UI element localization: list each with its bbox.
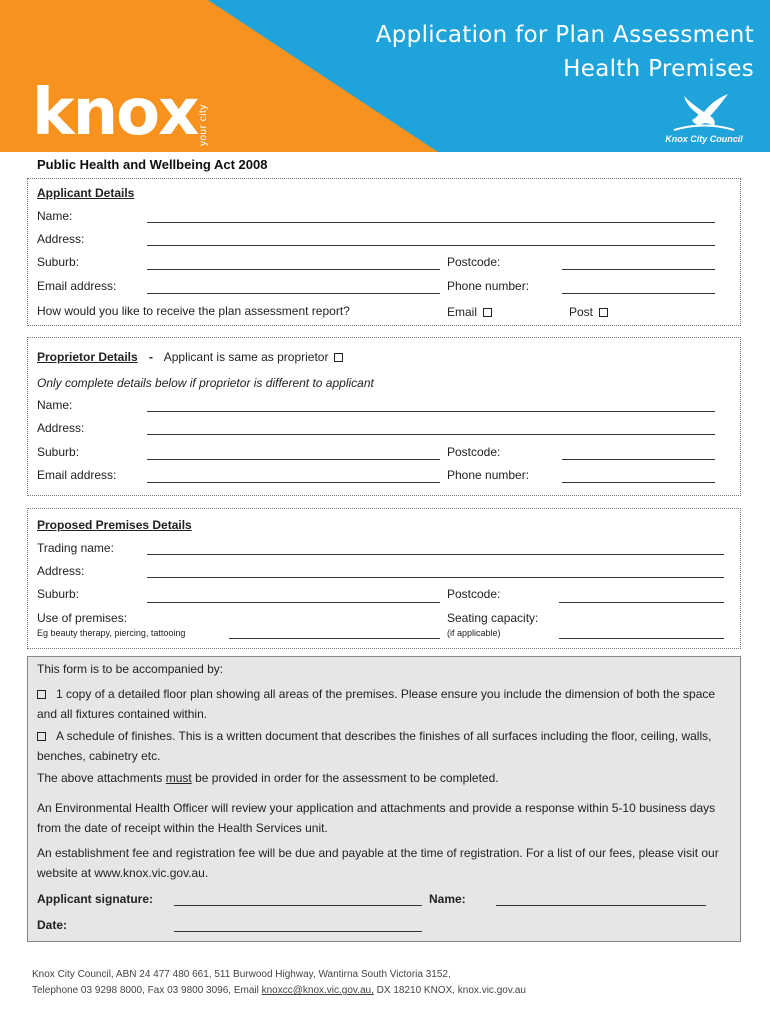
receive-post-label: Post [569, 305, 594, 319]
applicant-heading: Applicant Details [37, 186, 135, 200]
council-logo [664, 90, 744, 146]
premises-postcode-field[interactable] [559, 602, 724, 603]
proprietor-phone-field[interactable] [562, 482, 715, 483]
receive-email-label: Email [447, 305, 478, 319]
bird-icon [664, 90, 744, 134]
proprietor-phone-label: Phone number: [447, 468, 530, 482]
proprietor-note: Only complete details below if proprietor is different to applicant [37, 376, 374, 390]
applicant-suburb-field[interactable] [147, 269, 440, 270]
floor-plan-text: 1 copy of a detailed floor plan showing all areas of the premises. Please ensure you include the dimension of both the space and all fixtures contained within. [37, 687, 716, 721]
use-of-premises-field[interactable] [229, 638, 440, 639]
footer-email-link[interactable]: knoxcc@knox.vic.gov.au, [261, 985, 374, 996]
receive-post-checkbox[interactable] [599, 308, 608, 317]
premises-heading: Proposed Premises Details [37, 518, 192, 532]
trading-name-field[interactable] [147, 554, 724, 555]
seating-capacity-field[interactable] [559, 638, 724, 639]
header-banner [0, 0, 770, 152]
receive-email-checkbox[interactable] [483, 308, 492, 317]
act-title: Public Health and Wellbeing Act 2008 [37, 157, 268, 172]
attachments-note-must: must [165, 771, 192, 785]
date-field[interactable] [174, 931, 422, 932]
accompanied-text: This form is to be accompanied by: [37, 662, 224, 676]
proprietor-email-field[interactable] [147, 482, 440, 483]
signature-label: Applicant signature: [37, 892, 154, 906]
knox-logo: knox [32, 76, 198, 150]
proprietor-dash: - [149, 350, 154, 364]
applicant-name-field[interactable] [147, 222, 715, 223]
applicant-phone-label: Phone number: [447, 279, 530, 293]
form-title [376, 18, 754, 86]
applicant-email-label: Email address: [37, 279, 117, 293]
trading-name-label: Trading name: [37, 541, 114, 555]
receive-question: How would you like to receive the plan assessment report? [37, 304, 350, 318]
premises-address-field[interactable] [147, 577, 724, 578]
same-as-proprietor-label: Applicant is same as proprietor [163, 350, 329, 364]
proprietor-suburb-field[interactable] [147, 459, 440, 460]
signature-field[interactable] [174, 905, 422, 906]
requirement-floor-plan [37, 684, 727, 724]
proprietor-postcode-label: Postcode: [447, 445, 501, 459]
knox-logo-tagline: your city [198, 104, 209, 146]
applicant-email-field[interactable] [147, 293, 440, 294]
proprietor-address-field[interactable] [147, 434, 715, 435]
attachments-note [37, 768, 727, 788]
attachments-note-pre: The above attachments [37, 771, 166, 785]
applicant-address-label: Address: [37, 232, 85, 246]
proprietor-email-label: Email address: [37, 468, 117, 482]
seating-capacity-hint: (if applicable) [447, 628, 501, 638]
floor-plan-checkbox[interactable] [37, 690, 46, 699]
footer [32, 967, 526, 999]
proprietor-heading: Proprietor Details [37, 350, 138, 364]
date-label: Date: [37, 918, 68, 932]
receive-post-option[interactable] [569, 305, 608, 319]
use-of-premises-label: Use of premises: [37, 611, 128, 625]
footer-line1: Knox City Council, ABN 24 477 480 661, 511 Burwood Highway, Wantirna South Victoria 3152, [32, 969, 451, 980]
applicant-postcode-field[interactable] [562, 269, 715, 270]
footer-line2-pre: Telephone 03 9298 8000, Fax 03 9800 3096, Email [32, 985, 262, 996]
proprietor-address-label: Address: [37, 421, 85, 435]
sign-name-field[interactable] [496, 905, 706, 906]
proprietor-suburb-label: Suburb: [37, 445, 80, 459]
footer-line2-post: DX 18210 KNOX, knox.vic.gov.au [373, 985, 526, 996]
proprietor-postcode-field[interactable] [562, 459, 715, 460]
same-as-proprietor-checkbox[interactable] [334, 353, 343, 362]
use-of-premises-hint: Eg beauty therapy, piercing, tattooing [37, 628, 186, 638]
sign-name-label: Name: [429, 892, 466, 906]
seating-capacity-label: Seating capacity: [447, 611, 539, 625]
premises-suburb-label: Suburb: [37, 587, 80, 601]
applicant-phone-field[interactable] [562, 293, 715, 294]
premises-address-label: Address: [37, 564, 85, 578]
premises-suburb-field[interactable] [147, 602, 440, 603]
form-title-line1: Application for Plan Assessment [375, 22, 754, 48]
review-note: An Environmental Health Officer will review your application and attachments and provide a response within 5-10 business days from the date of receipt within the Health Services unit. [37, 801, 716, 835]
proprietor-name-label: Name: [37, 398, 73, 412]
applicant-postcode-label: Postcode: [447, 255, 501, 269]
requirement-finishes [37, 726, 727, 766]
proprietor-name-field[interactable] [147, 411, 715, 412]
applicant-name-label: Name: [37, 209, 73, 223]
proprietor-heading-row [37, 350, 343, 364]
receive-email-option[interactable] [447, 305, 492, 319]
form-title-line2: Health Premises [563, 56, 754, 82]
footer-line2 [32, 983, 526, 999]
council-name: Knox City Council [665, 134, 743, 144]
finishes-text: A schedule of finishes. This is a written document that describes the finishes of all surfaces including the floor, ceiling, walls, benches, cabinetry etc. [37, 729, 712, 763]
premises-postcode-label: Postcode: [447, 587, 501, 601]
applicant-suburb-label: Suburb: [37, 255, 80, 269]
finishes-checkbox[interactable] [37, 732, 46, 741]
attachments-note-post: be provided in order for the assessment to be completed. [191, 771, 499, 785]
applicant-address-field[interactable] [147, 245, 715, 246]
fee-note: An establishment fee and registration fee will be due and payable at the time of registration. For a list of our fees, please visit our website at www.knox.vic.gov.au. [37, 846, 719, 880]
